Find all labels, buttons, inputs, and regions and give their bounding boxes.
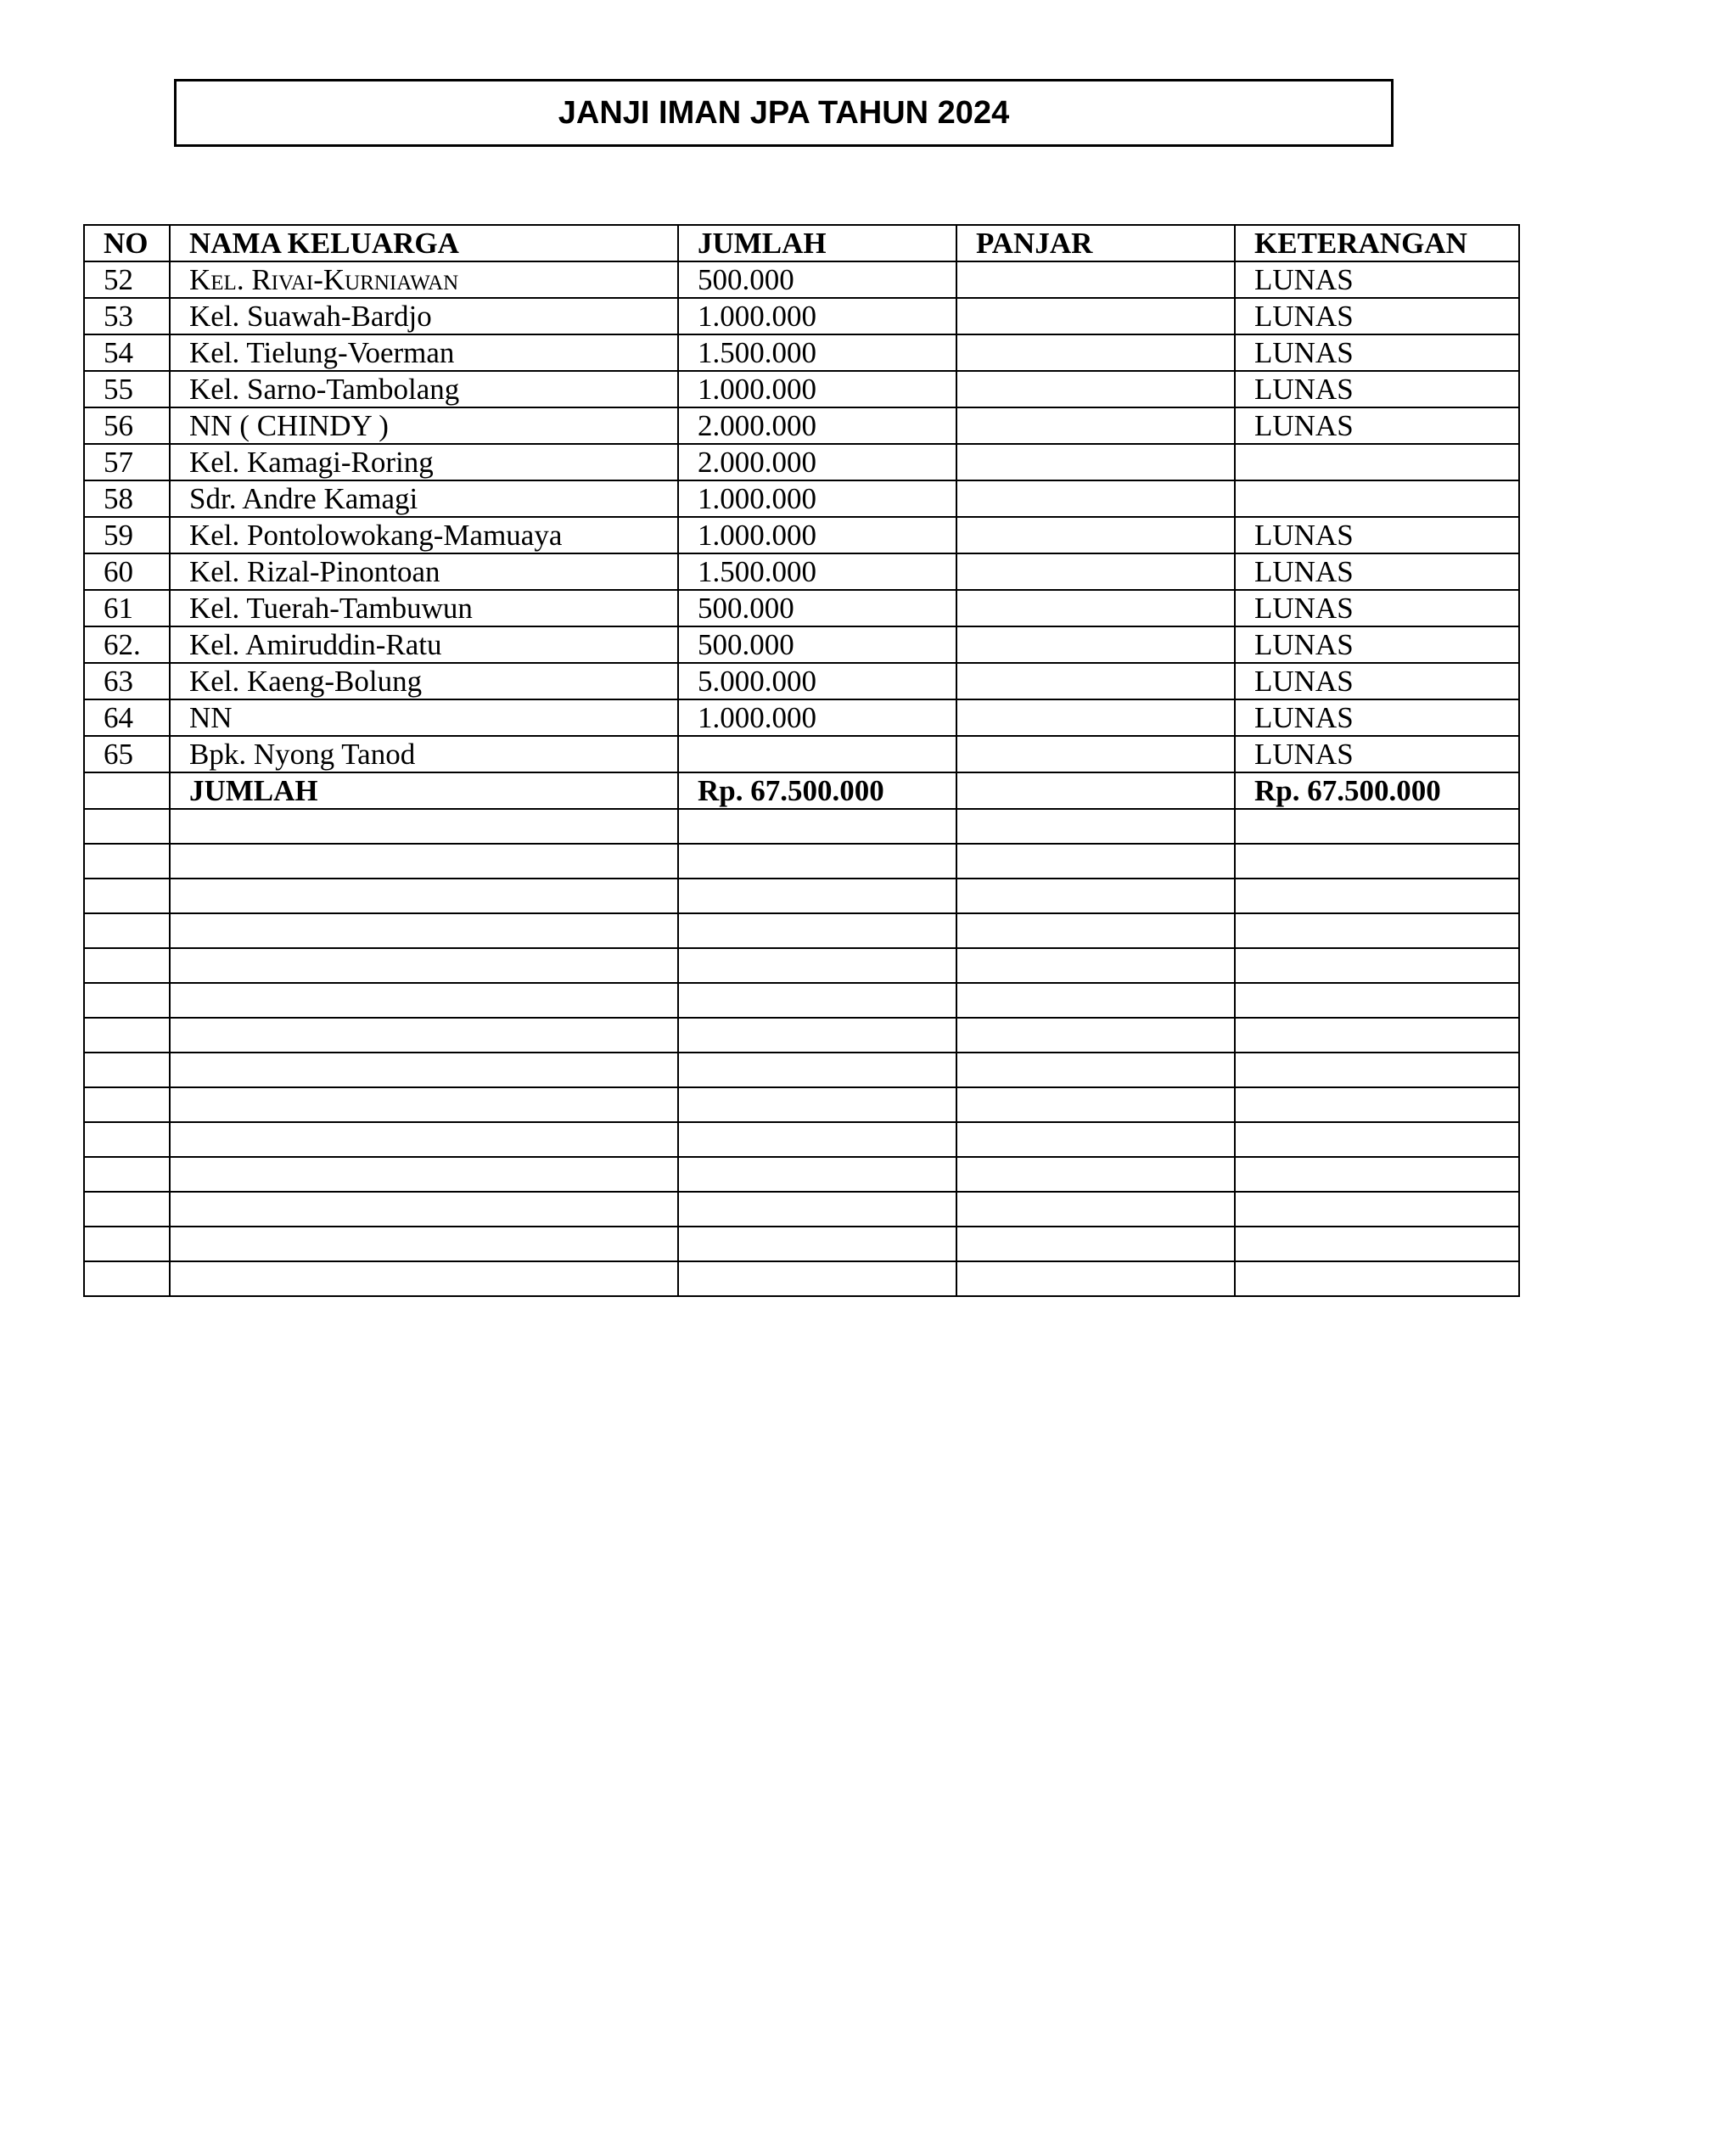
cell-jumlah: 1.500.000 — [678, 553, 956, 590]
cell-no: 55 — [84, 371, 170, 407]
empty-cell — [170, 809, 678, 844]
empty-cell — [84, 1053, 170, 1087]
cell-panjar — [956, 298, 1235, 334]
empty-cell — [1235, 913, 1519, 948]
empty-cell — [1235, 1192, 1519, 1227]
header-keterangan: KETERANGAN — [1235, 225, 1519, 261]
cell-jumlah: 1.000.000 — [678, 371, 956, 407]
cell-panjar — [956, 334, 1235, 371]
empty-row — [84, 1018, 1519, 1053]
table-row — [84, 261, 1519, 298]
total-label: JUMLAH — [170, 772, 678, 809]
cell-keterangan: LUNAS — [1235, 517, 1519, 553]
cell-no: 53 — [84, 298, 170, 334]
empty-cell — [678, 983, 956, 1018]
table-row — [84, 517, 1519, 553]
cell-panjar — [956, 663, 1235, 699]
empty-cell — [84, 844, 170, 879]
empty-cell — [1235, 948, 1519, 983]
table-row — [84, 626, 1519, 663]
cell-jumlah: 1.000.000 — [678, 699, 956, 736]
empty-cell — [956, 1018, 1235, 1053]
cell-no: 59 — [84, 517, 170, 553]
cell-panjar — [956, 736, 1235, 772]
cell-nama: NN ( CHINDY ) — [170, 407, 678, 444]
cell-nama: Kel. Sarno-Tambolang — [170, 371, 678, 407]
cell-no: 52 — [84, 261, 170, 298]
empty-row — [84, 1053, 1519, 1087]
total-row — [84, 772, 1519, 809]
empty-row — [84, 1157, 1519, 1192]
empty-cell — [956, 948, 1235, 983]
total-no-cell — [84, 772, 170, 809]
cell-panjar — [956, 699, 1235, 736]
table-row — [84, 480, 1519, 517]
cell-panjar — [956, 590, 1235, 626]
table-row — [84, 663, 1519, 699]
table-row — [84, 590, 1519, 626]
empty-cell — [956, 809, 1235, 844]
cell-no: 60 — [84, 553, 170, 590]
cell-no: 54 — [84, 334, 170, 371]
empty-cell — [678, 1122, 956, 1157]
table-row — [84, 371, 1519, 407]
empty-cell — [956, 1261, 1235, 1296]
total-keterangan: Rp. 67.500.000 — [1235, 772, 1519, 809]
cell-jumlah: 2.000.000 — [678, 444, 956, 480]
cell-panjar — [956, 407, 1235, 444]
header-no: NO — [84, 225, 170, 261]
cell-keterangan: LUNAS — [1235, 334, 1519, 371]
cell-nama: Bpk. Nyong Tanod — [170, 736, 678, 772]
total-panjar — [956, 772, 1235, 809]
cell-keterangan: LUNAS — [1235, 261, 1519, 298]
empty-row — [84, 879, 1519, 913]
title-box — [174, 79, 1394, 147]
empty-cell — [170, 1087, 678, 1122]
table-row — [84, 334, 1519, 371]
empty-cell — [170, 1192, 678, 1227]
empty-cell — [170, 1018, 678, 1053]
cell-nama: Kel. Suawah-Bardjo — [170, 298, 678, 334]
empty-cell — [678, 844, 956, 879]
empty-cell — [956, 913, 1235, 948]
empty-cell — [1235, 1053, 1519, 1087]
empty-cell — [956, 879, 1235, 913]
empty-row — [84, 1122, 1519, 1157]
cell-no: 65 — [84, 736, 170, 772]
cell-nama: Kel. Kamagi-Roring — [170, 444, 678, 480]
cell-no: 56 — [84, 407, 170, 444]
empty-row — [84, 844, 1519, 879]
cell-jumlah: 1.500.000 — [678, 334, 956, 371]
empty-cell — [1235, 1227, 1519, 1261]
empty-cell — [84, 1261, 170, 1296]
empty-cell — [678, 1261, 956, 1296]
cell-keterangan: LUNAS — [1235, 371, 1519, 407]
cell-jumlah — [678, 736, 956, 772]
empty-cell — [678, 1227, 956, 1261]
empty-cell — [956, 1192, 1235, 1227]
empty-cell — [170, 1157, 678, 1192]
empty-cell — [678, 879, 956, 913]
empty-cell — [84, 1157, 170, 1192]
cell-keterangan: LUNAS — [1235, 626, 1519, 663]
data-rows — [84, 261, 1519, 772]
empty-cell — [956, 983, 1235, 1018]
empty-cell — [84, 1018, 170, 1053]
empty-cell — [170, 1227, 678, 1261]
empty-cell — [84, 809, 170, 844]
empty-row — [84, 1192, 1519, 1227]
empty-cell — [84, 1122, 170, 1157]
table-row — [84, 407, 1519, 444]
empty-cell — [678, 1192, 956, 1227]
cell-panjar — [956, 626, 1235, 663]
empty-cell — [1235, 879, 1519, 913]
table-row — [84, 553, 1519, 590]
cell-nama: Kel. Tuerah-Tambuwun — [170, 590, 678, 626]
empty-cell — [956, 1227, 1235, 1261]
cell-no: 58 — [84, 480, 170, 517]
empty-cell — [170, 879, 678, 913]
empty-cell — [170, 844, 678, 879]
empty-row — [84, 913, 1519, 948]
empty-cell — [956, 1122, 1235, 1157]
table-row — [84, 444, 1519, 480]
cell-panjar — [956, 371, 1235, 407]
table-row — [84, 699, 1519, 736]
empty-cell — [1235, 1018, 1519, 1053]
cell-jumlah: 2.000.000 — [678, 407, 956, 444]
empty-cell — [956, 1157, 1235, 1192]
empty-row — [84, 1087, 1519, 1122]
empty-cell — [84, 948, 170, 983]
empty-cell — [678, 1087, 956, 1122]
empty-cell — [678, 809, 956, 844]
cell-jumlah: 1.000.000 — [678, 298, 956, 334]
empty-cell — [170, 1122, 678, 1157]
cell-keterangan: LUNAS — [1235, 407, 1519, 444]
empty-cell — [84, 879, 170, 913]
cell-no: 62. — [84, 626, 170, 663]
table-row — [84, 298, 1519, 334]
header-row — [84, 225, 1519, 261]
cell-jumlah: 500.000 — [678, 261, 956, 298]
empty-cell — [170, 983, 678, 1018]
cell-no: 57 — [84, 444, 170, 480]
cell-nama: Kel. Rizal-Pinontoan — [170, 553, 678, 590]
cell-keterangan: LUNAS — [1235, 590, 1519, 626]
cell-jumlah: 5.000.000 — [678, 663, 956, 699]
cell-panjar — [956, 261, 1235, 298]
empty-cell — [678, 1018, 956, 1053]
empty-cell — [1235, 844, 1519, 879]
header-jumlah: JUMLAH — [678, 225, 956, 261]
total-jumlah: Rp. 67.500.000 — [678, 772, 956, 809]
empty-row — [84, 1227, 1519, 1261]
empty-cell — [678, 1053, 956, 1087]
empty-row — [84, 809, 1519, 844]
cell-panjar — [956, 444, 1235, 480]
cell-nama: Kel. Tielung-Voerman — [170, 334, 678, 371]
empty-row — [84, 983, 1519, 1018]
cell-nama: NN — [170, 699, 678, 736]
cell-no: 61 — [84, 590, 170, 626]
cell-keterangan: LUNAS — [1235, 553, 1519, 590]
empty-cell — [1235, 983, 1519, 1018]
empty-cell — [170, 913, 678, 948]
cell-jumlah: 1.000.000 — [678, 517, 956, 553]
empty-cell — [1235, 1087, 1519, 1122]
empty-cell — [678, 948, 956, 983]
cell-nama: Kel. Rivai-Kurniawan — [170, 261, 678, 298]
empty-cell — [678, 913, 956, 948]
empty-row — [84, 1261, 1519, 1296]
cell-jumlah: 1.000.000 — [678, 480, 956, 517]
cell-keterangan — [1235, 444, 1519, 480]
empty-cell — [170, 1053, 678, 1087]
header-nama-keluarga: NAMA KELUARGA — [170, 225, 678, 261]
empty-cell — [956, 1053, 1235, 1087]
cell-keterangan: LUNAS — [1235, 298, 1519, 334]
empty-cell — [1235, 1261, 1519, 1296]
empty-cell — [84, 1087, 170, 1122]
empty-cell — [956, 1087, 1235, 1122]
empty-cell — [678, 1157, 956, 1192]
cell-no: 64 — [84, 699, 170, 736]
cell-jumlah: 500.000 — [678, 590, 956, 626]
empty-cell — [1235, 1157, 1519, 1192]
cell-keterangan: LUNAS — [1235, 699, 1519, 736]
cell-panjar — [956, 517, 1235, 553]
empty-cell — [170, 1261, 678, 1296]
cell-jumlah: 500.000 — [678, 626, 956, 663]
empty-cell — [84, 913, 170, 948]
table-row — [84, 736, 1519, 772]
empty-cell — [84, 1192, 170, 1227]
cell-no: 63 — [84, 663, 170, 699]
empty-cell — [956, 844, 1235, 879]
pledge-table — [83, 224, 1520, 1297]
empty-cell — [1235, 809, 1519, 844]
cell-keterangan: LUNAS — [1235, 736, 1519, 772]
empty-cell — [84, 983, 170, 1018]
cell-keterangan: LUNAS — [1235, 663, 1519, 699]
cell-nama: Kel. Pontolowokang-Mamuaya — [170, 517, 678, 553]
empty-rows — [84, 809, 1519, 1296]
cell-panjar — [956, 553, 1235, 590]
cell-nama: Kel. Kaeng-Bolung — [170, 663, 678, 699]
empty-cell — [170, 948, 678, 983]
page-title: JANJI IMAN JPA TAHUN 2024 — [558, 94, 1010, 131]
empty-row — [84, 948, 1519, 983]
header-panjar: PANJAR — [956, 225, 1235, 261]
cell-nama: Sdr. Andre Kamagi — [170, 480, 678, 517]
cell-nama: Kel. Amiruddin-Ratu — [170, 626, 678, 663]
empty-cell — [84, 1227, 170, 1261]
empty-cell — [1235, 1122, 1519, 1157]
cell-keterangan — [1235, 480, 1519, 517]
cell-panjar — [956, 480, 1235, 517]
